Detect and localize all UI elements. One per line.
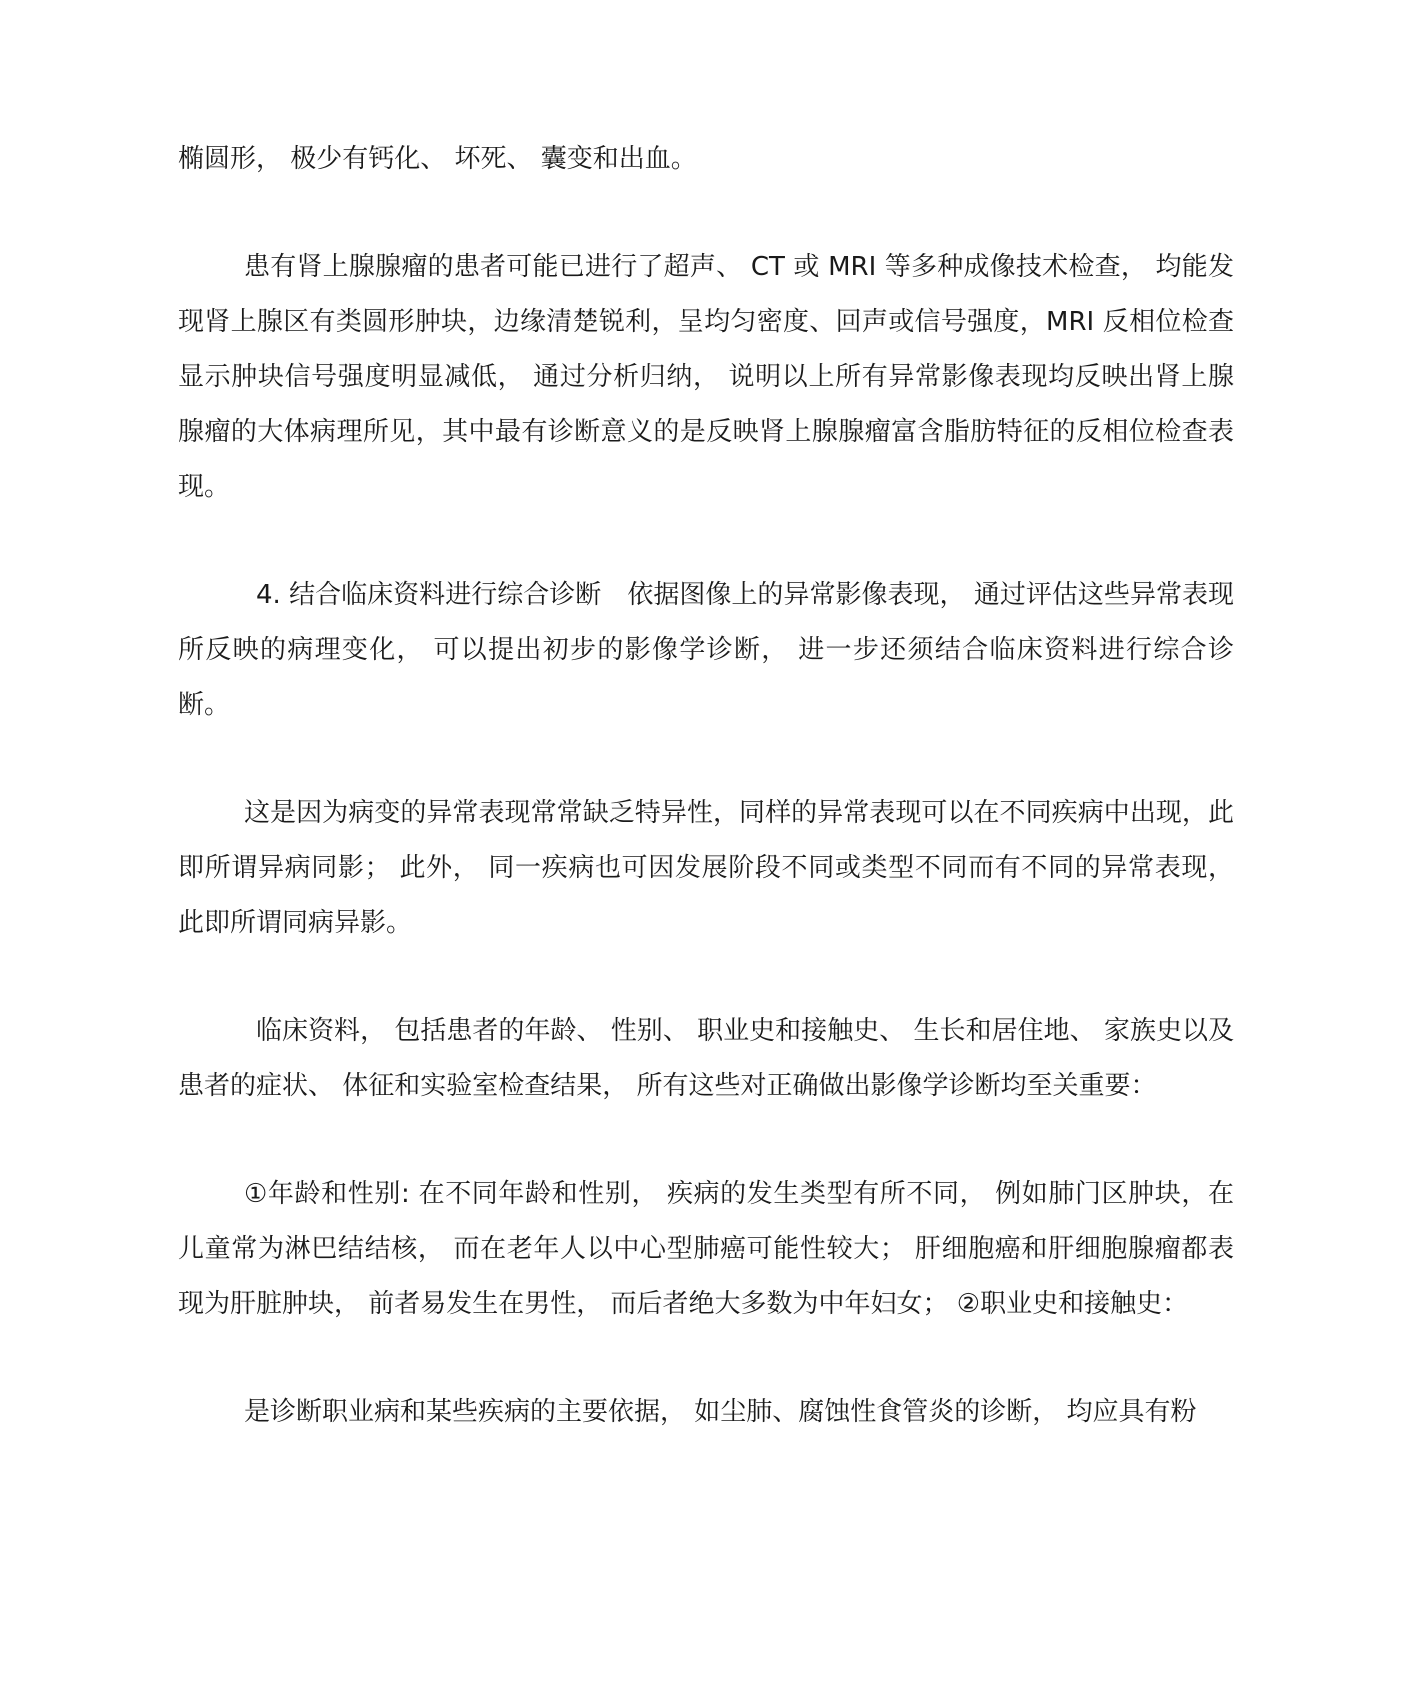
paragraph-1: 椭圆形， 极少有钙化、 坏死、 囊变和出血。 bbox=[178, 144, 697, 174]
paragraph-2: 患有肾上腺腺瘤的患者可能已进行了超声、 CT 或 MRI 等多种成像技术检查， 均能发现肾上腺区有类圆形肿块，边缘清楚锐利，呈均匀密度、回声或信号强度，MRI 反相位检查显示肿块信号强度明显减低， 通过分析归纳， 说明以上所有异常影像表现均反映出肾上腺腺瘤的大体病理所见，其中最有诊断意义的是反映肾上腺腺瘤富含脂肪特征的反相位检查表现。 bbox=[178, 252, 1234, 502]
paragraph-3: 4. 结合临床资料进行综合诊断 依据图像上的异常影像表现， 通过评估这些异常表现所反映的病理变化， 可以提出初步的影像学诊断， 进一步还须结合临床资料进行综合诊断。 bbox=[178, 580, 1234, 720]
document-body bbox=[178, 132, 1234, 1493]
paragraph-6: ①年龄和性别: 在不同年龄和性别， 疾病的发生类型有所不同， 例如肺门区肿块，在儿童常为淋巴结结核， 而在老年人以中心型肺癌可能性较大； 肝细胞癌和肝细胞腺瘤都表现为肝脏肿块， 前者易发生在男性， 而后者绝大多数为中年妇女； ②职业史和接触史： bbox=[178, 1179, 1234, 1319]
paragraph-4: 这是因为病变的异常表现常常缺乏特异性，同样的异常表现可以在不同疾病中出现，此即所谓异病同影； 此外， 同一疾病也可因发展阶段不同或类型不同而有不同的异常表现， 此即所谓同病异影。 bbox=[178, 798, 1234, 938]
paragraph-5: 临床资料， 包括患者的年龄、 性别、 职业史和接触史、 生长和居住地、 家族史以及患者的症状、 体征和实验室检查结果， 所有这些对正确做出影像学诊断均至关重要： bbox=[178, 1016, 1234, 1101]
paragraph-7: 是诊断职业病和某些疾病的主要依据， 如尘肺、腐蚀性食管炎的诊断， 均应具有粉 bbox=[244, 1397, 1197, 1427]
